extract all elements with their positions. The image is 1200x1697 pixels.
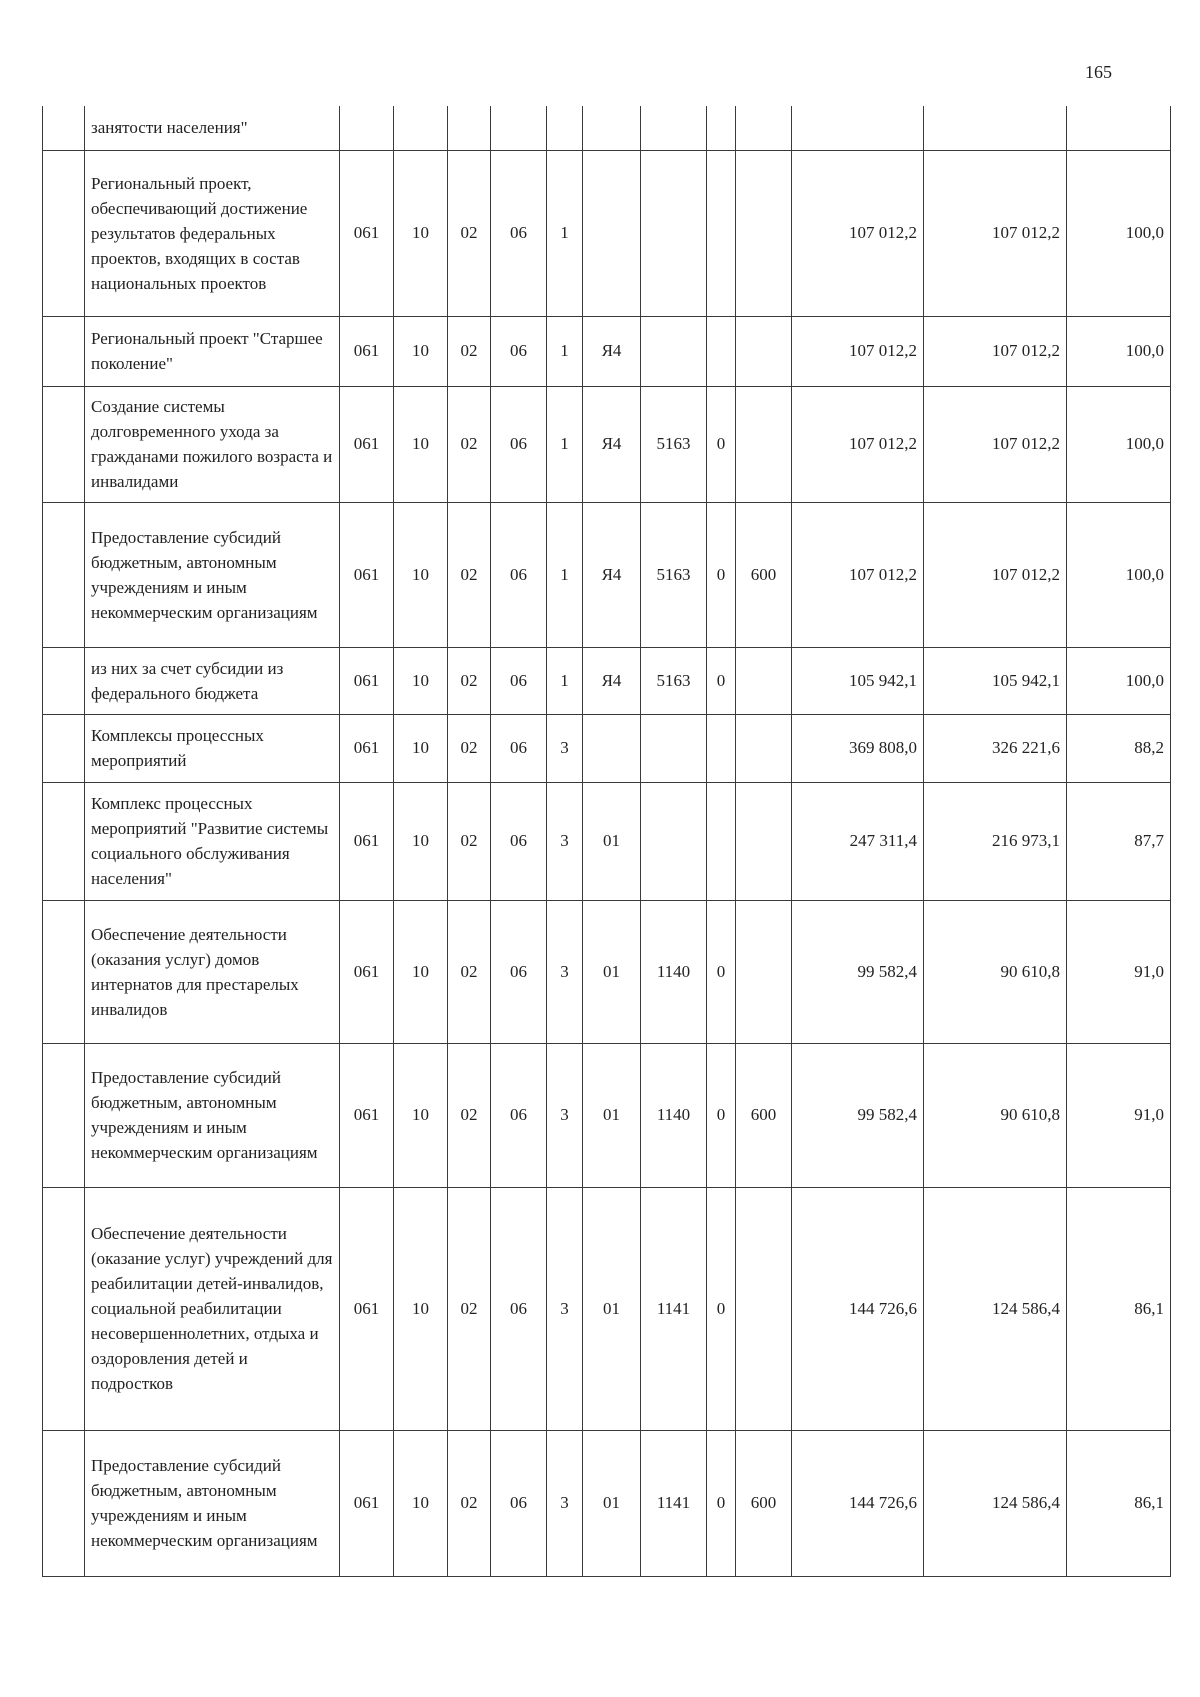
ved-code: 061 <box>340 1043 394 1187</box>
row-marker-cell <box>43 1430 85 1576</box>
expense-type-code: 600 <box>736 502 792 647</box>
subsection-code: 02 <box>448 386 491 502</box>
target-article-part-3 <box>583 106 641 150</box>
fact-amount: 105 942,1 <box>924 647 1067 714</box>
plan-amount: 144 726,6 <box>792 1187 924 1430</box>
target-article-part-1: 06 <box>491 502 547 647</box>
target-article-part-4 <box>641 106 707 150</box>
subsection-code: 02 <box>448 900 491 1043</box>
target-article-part-5 <box>707 106 736 150</box>
table-row <box>43 106 1171 150</box>
item-name: Обеспечение деятельности (оказание услуг) учреждений для реабилитации детей-инвалидов, социальной реабилитации несовершеннолетних, отдыха и оздоровления детей и подростков <box>85 1187 340 1430</box>
ved-code: 061 <box>340 1430 394 1576</box>
plan-amount: 369 808,0 <box>792 714 924 782</box>
target-article-part-2: 3 <box>547 900 583 1043</box>
table-row <box>43 714 1171 782</box>
target-article-part-4: 5163 <box>641 647 707 714</box>
target-article-part-3: Я4 <box>583 502 641 647</box>
target-article-part-5: 0 <box>707 502 736 647</box>
target-article-part-1: 06 <box>491 900 547 1043</box>
section-code: 10 <box>394 1187 448 1430</box>
target-article-part-5 <box>707 316 736 386</box>
execution-percent: 86,1 <box>1067 1430 1171 1576</box>
target-article-part-4: 5163 <box>641 502 707 647</box>
ved-code <box>340 106 394 150</box>
target-article-part-2: 1 <box>547 316 583 386</box>
target-article-part-5 <box>707 150 736 316</box>
target-article-part-1: 06 <box>491 714 547 782</box>
execution-percent: 91,0 <box>1067 1043 1171 1187</box>
target-article-part-2: 3 <box>547 714 583 782</box>
section-code: 10 <box>394 150 448 316</box>
expense-type-code <box>736 647 792 714</box>
execution-percent: 100,0 <box>1067 316 1171 386</box>
row-marker-cell <box>43 782 85 900</box>
subsection-code: 02 <box>448 1043 491 1187</box>
plan-amount: 247 311,4 <box>792 782 924 900</box>
target-article-part-1: 06 <box>491 1043 547 1187</box>
expense-type-code: 600 <box>736 1430 792 1576</box>
target-article-part-1: 06 <box>491 647 547 714</box>
target-article-part-5: 0 <box>707 1430 736 1576</box>
target-article-part-2: 1 <box>547 150 583 316</box>
plan-amount: 107 012,2 <box>792 502 924 647</box>
execution-percent: 86,1 <box>1067 1187 1171 1430</box>
fact-amount: 90 610,8 <box>924 900 1067 1043</box>
row-marker-cell <box>43 714 85 782</box>
fact-amount: 107 012,2 <box>924 386 1067 502</box>
expense-type-code <box>736 1187 792 1430</box>
table-row <box>43 386 1171 502</box>
item-name: Предоставление субсидий бюджетным, автономным учреждениям и иным некоммерческим организациям <box>85 502 340 647</box>
section-code <box>394 106 448 150</box>
fact-amount: 124 586,4 <box>924 1430 1067 1576</box>
expense-type-code: 600 <box>736 1043 792 1187</box>
target-article-part-4 <box>641 150 707 316</box>
target-article-part-3: 01 <box>583 1043 641 1187</box>
section-code: 10 <box>394 502 448 647</box>
target-article-part-5 <box>707 782 736 900</box>
target-article-part-5 <box>707 714 736 782</box>
item-name: Региональный проект, обеспечивающий достижение результатов федеральных проектов, входящих в состав национальных проектов <box>85 150 340 316</box>
target-article-part-3: 01 <box>583 900 641 1043</box>
ved-code: 061 <box>340 647 394 714</box>
subsection-code <box>448 106 491 150</box>
row-marker-cell <box>43 386 85 502</box>
target-article-part-2 <box>547 106 583 150</box>
item-name: Комплексы процессных мероприятий <box>85 714 340 782</box>
table-row <box>43 1430 1171 1576</box>
fact-amount <box>924 106 1067 150</box>
target-article-part-3: Я4 <box>583 386 641 502</box>
plan-amount: 99 582,4 <box>792 1043 924 1187</box>
section-code: 10 <box>394 1043 448 1187</box>
execution-percent <box>1067 106 1171 150</box>
target-article-part-3 <box>583 714 641 782</box>
target-article-part-5: 0 <box>707 647 736 714</box>
row-marker-cell <box>43 316 85 386</box>
subsection-code: 02 <box>448 714 491 782</box>
target-article-part-3: Я4 <box>583 647 641 714</box>
table-row <box>43 782 1171 900</box>
target-article-part-3: 01 <box>583 1430 641 1576</box>
target-article-part-2: 3 <box>547 1043 583 1187</box>
item-name: Создание системы долговременного ухода за гражданами пожилого возраста и инвалидами <box>85 386 340 502</box>
execution-percent: 100,0 <box>1067 150 1171 316</box>
target-article-part-1: 06 <box>491 782 547 900</box>
section-code: 10 <box>394 316 448 386</box>
ved-code: 061 <box>340 150 394 316</box>
row-marker-cell <box>43 647 85 714</box>
target-article-part-4: 5163 <box>641 386 707 502</box>
item-name: занятости населения" <box>85 106 340 150</box>
target-article-part-4: 1141 <box>641 1430 707 1576</box>
execution-percent: 91,0 <box>1067 900 1171 1043</box>
table-row <box>43 900 1171 1043</box>
expense-type-code <box>736 900 792 1043</box>
execution-percent: 100,0 <box>1067 386 1171 502</box>
target-article-part-1: 06 <box>491 1187 547 1430</box>
fact-amount: 124 586,4 <box>924 1187 1067 1430</box>
target-article-part-3: Я4 <box>583 316 641 386</box>
plan-amount: 105 942,1 <box>792 647 924 714</box>
row-marker-cell <box>43 502 85 647</box>
subsection-code: 02 <box>448 502 491 647</box>
item-name: Региональный проект "Старшее поколение" <box>85 316 340 386</box>
fact-amount: 326 221,6 <box>924 714 1067 782</box>
target-article-part-1: 06 <box>491 150 547 316</box>
target-article-part-4: 1140 <box>641 1043 707 1187</box>
target-article-part-3: 01 <box>583 1187 641 1430</box>
fact-amount: 107 012,2 <box>924 316 1067 386</box>
target-article-part-5: 0 <box>707 1043 736 1187</box>
subsection-code: 02 <box>448 1187 491 1430</box>
target-article-part-4 <box>641 782 707 900</box>
execution-percent: 100,0 <box>1067 502 1171 647</box>
ved-code: 061 <box>340 714 394 782</box>
target-article-part-1 <box>491 106 547 150</box>
section-code: 10 <box>394 900 448 1043</box>
plan-amount: 144 726,6 <box>792 1430 924 1576</box>
execution-percent: 87,7 <box>1067 782 1171 900</box>
table-row <box>43 1187 1171 1430</box>
plan-amount: 107 012,2 <box>792 150 924 316</box>
fact-amount: 107 012,2 <box>924 150 1067 316</box>
execution-percent: 100,0 <box>1067 647 1171 714</box>
target-article-part-2: 3 <box>547 782 583 900</box>
section-code: 10 <box>394 647 448 714</box>
item-name: Предоставление субсидий бюджетным, автономным учреждениям и иным некоммерческим организациям <box>85 1043 340 1187</box>
ved-code: 061 <box>340 316 394 386</box>
section-code: 10 <box>394 782 448 900</box>
target-article-part-5: 0 <box>707 900 736 1043</box>
section-code: 10 <box>394 1430 448 1576</box>
section-code: 10 <box>394 714 448 782</box>
expense-type-code <box>736 106 792 150</box>
execution-percent: 88,2 <box>1067 714 1171 782</box>
item-name: Комплекс процессных мероприятий "Развитие системы социального обслуживания населения" <box>85 782 340 900</box>
fact-amount: 90 610,8 <box>924 1043 1067 1187</box>
plan-amount: 99 582,4 <box>792 900 924 1043</box>
ved-code: 061 <box>340 502 394 647</box>
subsection-code: 02 <box>448 316 491 386</box>
target-article-part-3: 01 <box>583 782 641 900</box>
item-name: из них за счет субсидии из федерального бюджета <box>85 647 340 714</box>
target-article-part-1: 06 <box>491 316 547 386</box>
row-marker-cell <box>43 150 85 316</box>
subsection-code: 02 <box>448 782 491 900</box>
target-article-part-5: 0 <box>707 1187 736 1430</box>
row-marker-cell <box>43 106 85 150</box>
target-article-part-2: 1 <box>547 502 583 647</box>
plan-amount <box>792 106 924 150</box>
target-article-part-1: 06 <box>491 1430 547 1576</box>
expense-type-code <box>736 386 792 502</box>
row-marker-cell <box>43 900 85 1043</box>
target-article-part-2: 3 <box>547 1430 583 1576</box>
target-article-part-5: 0 <box>707 386 736 502</box>
ved-code: 061 <box>340 1187 394 1430</box>
item-name: Предоставление субсидий бюджетным, автономным учреждениям и иным некоммерческим организациям <box>85 1430 340 1576</box>
target-article-part-4: 1141 <box>641 1187 707 1430</box>
table-row <box>43 316 1171 386</box>
subsection-code: 02 <box>448 647 491 714</box>
target-article-part-4: 1140 <box>641 900 707 1043</box>
section-code: 10 <box>394 386 448 502</box>
table-row <box>43 150 1171 316</box>
plan-amount: 107 012,2 <box>792 316 924 386</box>
target-article-part-4 <box>641 316 707 386</box>
row-marker-cell <box>43 1187 85 1430</box>
target-article-part-4 <box>641 714 707 782</box>
plan-amount: 107 012,2 <box>792 386 924 502</box>
row-marker-cell <box>43 1043 85 1187</box>
subsection-code: 02 <box>448 150 491 316</box>
fact-amount: 107 012,2 <box>924 502 1067 647</box>
expense-type-code <box>736 150 792 316</box>
fact-amount: 216 973,1 <box>924 782 1067 900</box>
table-row <box>43 647 1171 714</box>
ved-code: 061 <box>340 900 394 1043</box>
budget-table <box>42 106 1171 1577</box>
table-row <box>43 502 1171 647</box>
page-number: 165 <box>1085 62 1112 82</box>
expense-type-code <box>736 714 792 782</box>
target-article-part-3 <box>583 150 641 316</box>
target-article-part-2: 1 <box>547 386 583 502</box>
target-article-part-2: 3 <box>547 1187 583 1430</box>
table-row <box>43 1043 1171 1187</box>
expense-type-code <box>736 782 792 900</box>
expense-type-code <box>736 316 792 386</box>
target-article-part-2: 1 <box>547 647 583 714</box>
ved-code: 061 <box>340 782 394 900</box>
target-article-part-1: 06 <box>491 386 547 502</box>
subsection-code: 02 <box>448 1430 491 1576</box>
item-name: Обеспечение деятельности (оказания услуг) домов интернатов для престарелых инвалидов <box>85 900 340 1043</box>
ved-code: 061 <box>340 386 394 502</box>
